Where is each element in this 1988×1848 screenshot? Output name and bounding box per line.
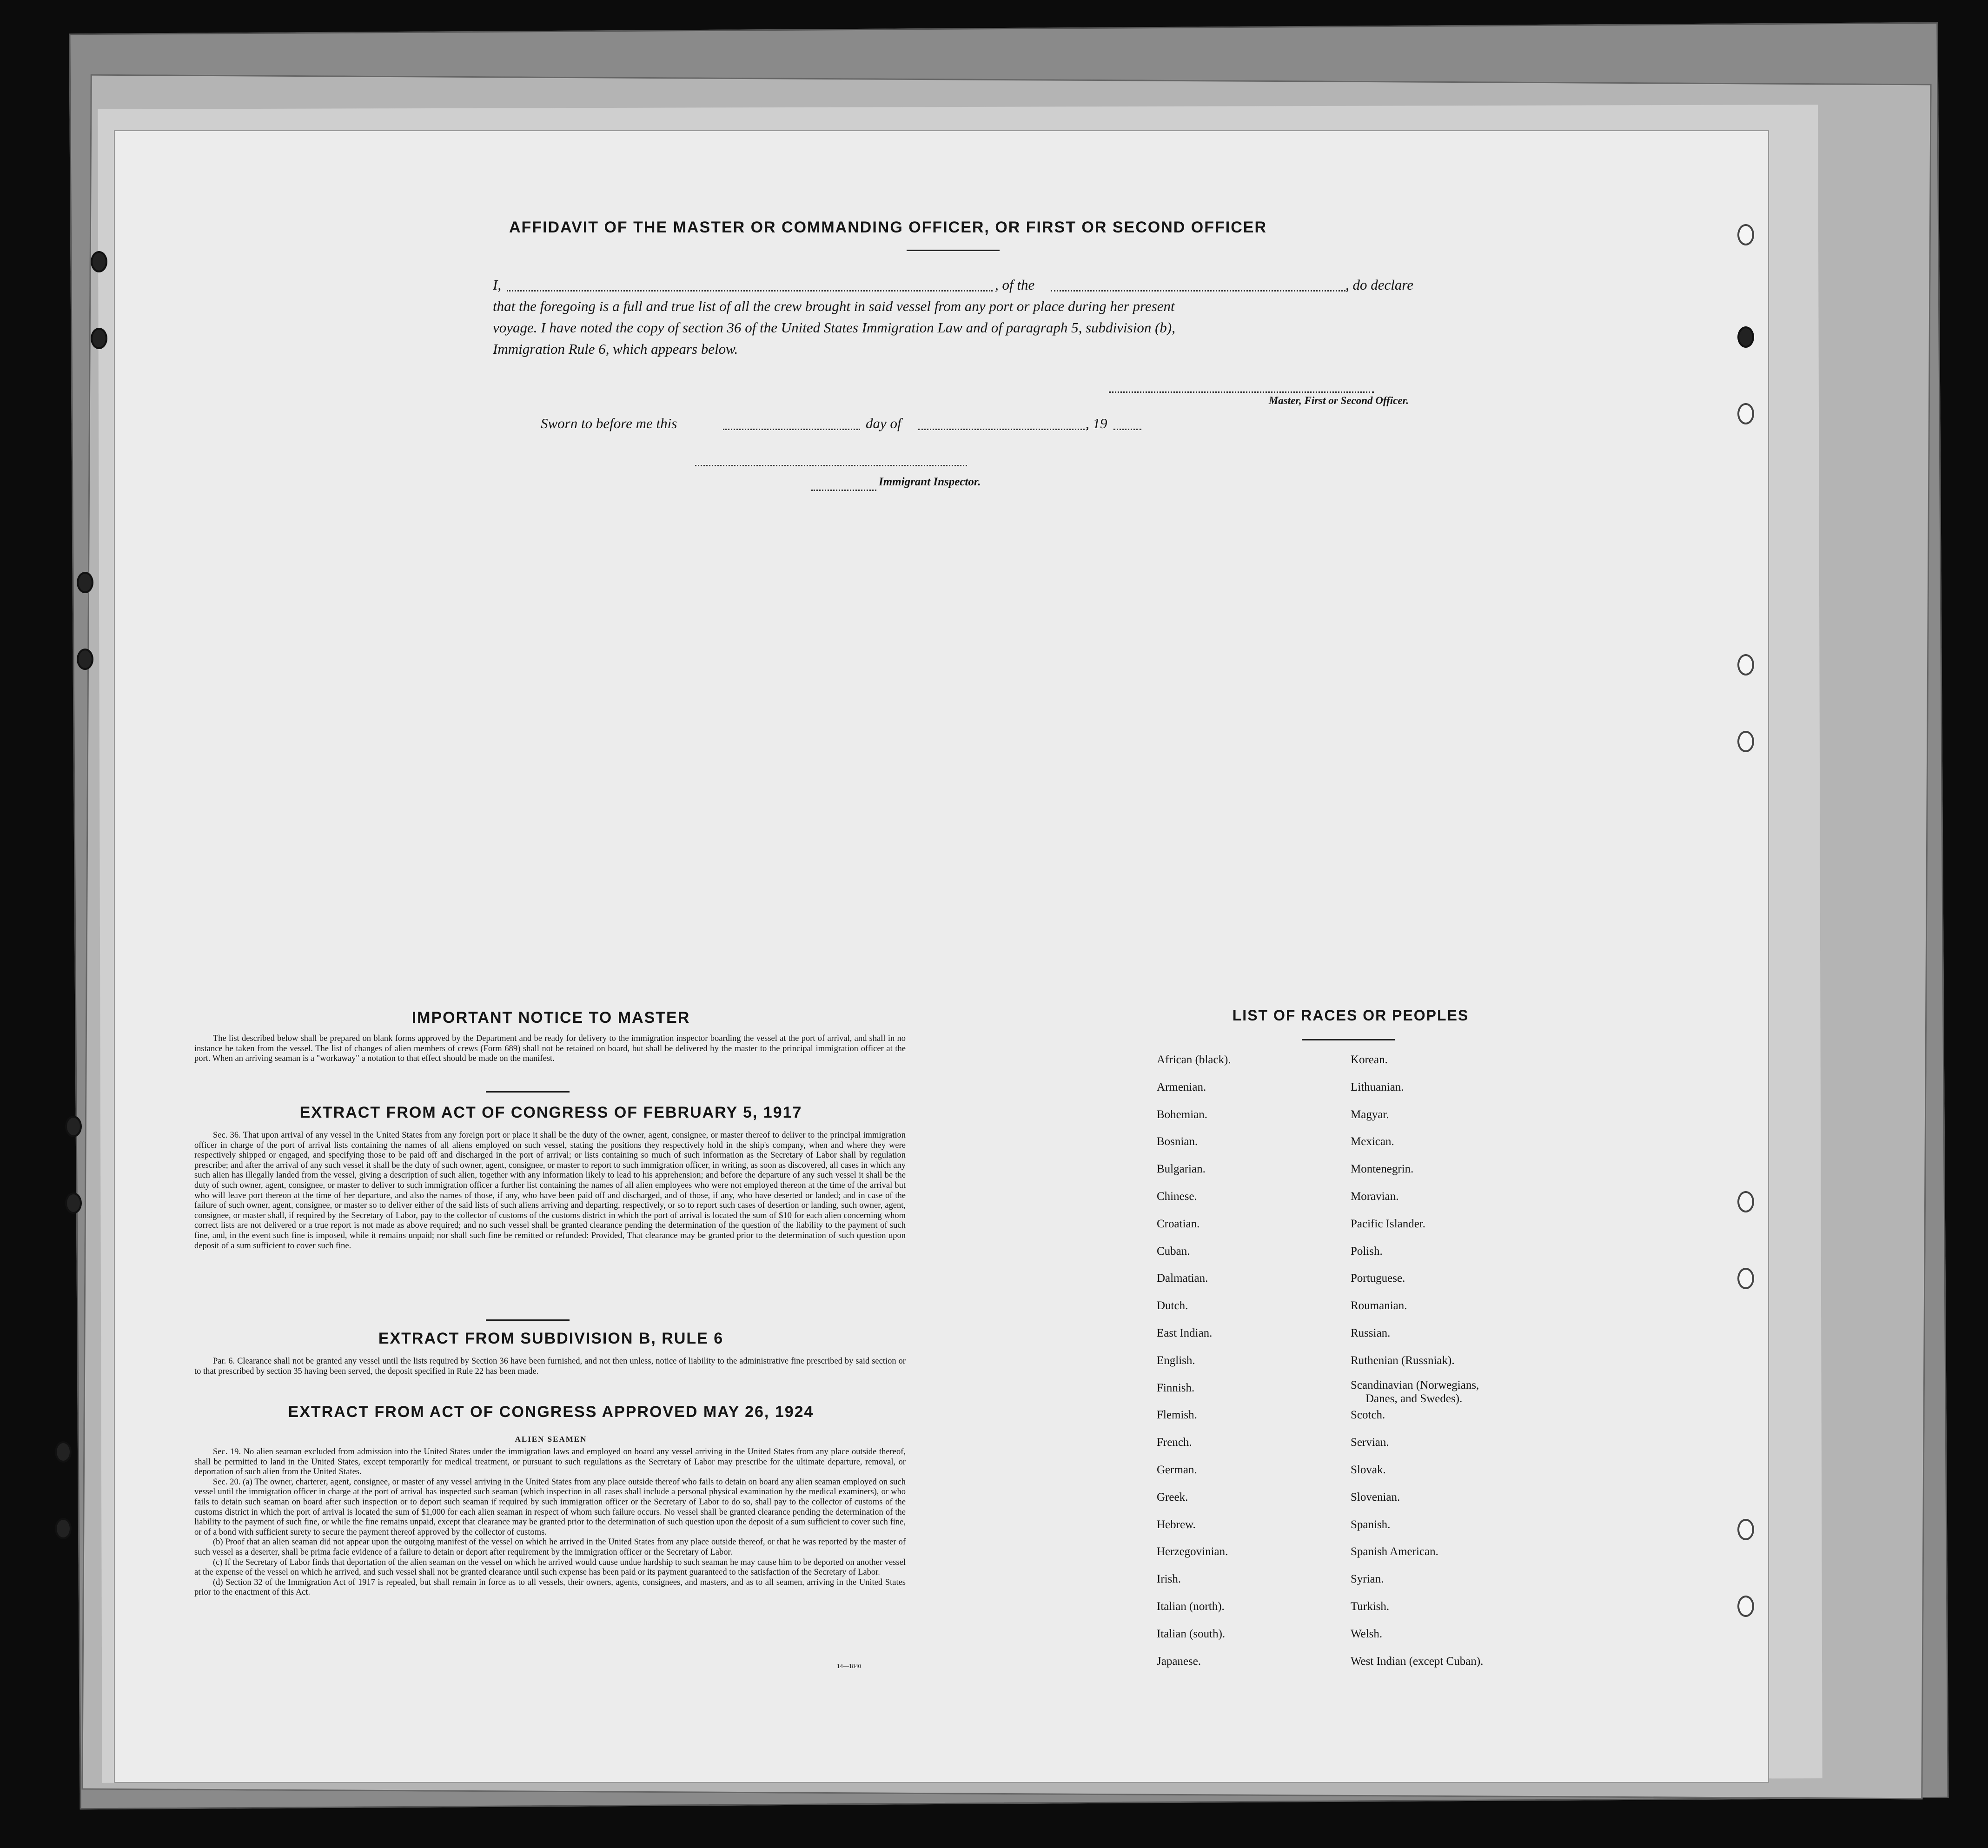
- race-item-multiline: [1351, 1375, 1483, 1405]
- race-item: Italian (south).: [1157, 1627, 1226, 1640]
- punch-hole: [1737, 654, 1754, 676]
- punch-hole: [1737, 403, 1754, 424]
- punch-hole: [91, 251, 107, 272]
- sworn-year-blank[interactable]: [1113, 429, 1141, 430]
- section-divider: [486, 1319, 570, 1321]
- punch-hole: [1737, 1268, 1754, 1289]
- alien-seamen-subtitle: ALIEN SEAMEN: [515, 1435, 587, 1444]
- races-title: LIST OF RACES OR PEOPLES: [1232, 1007, 1469, 1024]
- extract-1917-text: Sec. 36. That upon arrival of any vessel in the United States from any foreign port or place it shall be the duty of the owner, agent, consignee, or master thereof to deliver to the principal immigration officer in charge of the port of arrival lists containing the names of all aliens employed on such vessel, stating the positions they respectively hold in the ship's company, when and where they were respectively shipped or engaged, and specifying those to be paid off and discharged in the port of arrival; or lists containing so much of such information as the Secretary of Labor shall by regulation prescribe; and after the arrival of any such vessel it shall be the duty of such owner, agent, consignee, or master to report to such immigration officer, in writing, as soon as discovered, all cases in which any such alien has illegally landed from the vessel, giving a description of such alien, together with any information likely to lead to his apprehension; and before the departure of any such vessel it shall be the duty of such owner, agent, consignee, or master to deliver to such immigration officer a further list containing the names of all alien employees who were not employed thereon at the time of the arrival but who will leave port thereon at the time of her departure, and also the names of those, if any, who have been paid off and discharged, and of those, if any, who have deserted or landed; and in case of the failure of such owner, agent, consignee, or master so to deliver either of the said lists of such aliens arriving and departing, respectively, or so to report such cases of desertion or landing, such owner, agent, consignee, or master shall, if required by the Secretary of Labor, pay to the collector of customs of the customs district in which the port of arrival is located the sum of $10 for each alien concerning whom correct lists are not delivered or a true report is not made as above required; and no such vessel shall be granted clearance pending the determination of the question of the liability to the payment of such fine, and, in the event such fine is imposed, while it remains unpaid; nor shall such fine be remitted or refunded: Provided, That clearance may be granted prior to the determination of such question upon deposit of a sum sufficient to cover such fine.: [194, 1131, 906, 1251]
- inspector-signature-line[interactable]: [695, 465, 967, 466]
- race-item: Spanish American.: [1351, 1545, 1438, 1558]
- extract-1924-paragraph: Sec. 20. (a) The owner, charterer, agent, consignee, or master of any vessel arriving in the United States from any place outside thereof who fails to detain on board any alien seaman employed on such vessel until the immigration officer in charge at the port of arrival has inspected such seaman (which inspection in all cases shall include a personal physical examination by the medical examiners), or who fails to detain such seaman on board after such inspection or to deport such seaman if required by such immigration officer or the Secretary of Labor to do so, shall pay to the collector of customs of the customs district in which the port of arrival is located the sum of $1,000 for each alien seaman in respect of whom such failure occurs. No vessel shall be granted clearance pending the determination of the liability to the payment of such fine, or while the fine remains unpaid, except that clearance may be granted prior to the determination of such question upon the deposit of a sum sufficient to cover such fine, or of a bond with sufficient surety to secure the payment thereof approved by the collector of customs.: [194, 1477, 906, 1537]
- race-item: East Indian.: [1157, 1326, 1213, 1339]
- inspector-label: Immigrant Inspector.: [879, 476, 981, 488]
- race-item: Bosnian.: [1157, 1135, 1198, 1148]
- race-item: German.: [1157, 1463, 1197, 1476]
- extract-1924-paragraph: (c) If the Secretary of Labor finds that deportation of the alien seaman on the vessel on which he arrived would cause undue hardship to such seaman he may cause him to be deported on another vessel at the expense of the vessel on which he arrived, and such vessel shall not be granted clearance until such expense has been paid or its payment guaranteed to the satisfaction of the Secretary of Labor.: [194, 1557, 906, 1577]
- punch-hole: [1737, 326, 1754, 348]
- vessel-name-blank[interactable]: [1051, 290, 1348, 291]
- race-item: Moravian.: [1351, 1190, 1399, 1203]
- extract-1924-paragraph: (d) Section 32 of the Immigration Act of 1917 is repealed, but shall remain in force as to all vessels, their owners, agents, consignees, and masters, and as to all seamen, arriving in the United States prior to the enactment of this Act.: [194, 1577, 906, 1597]
- punch-hole: [1737, 224, 1754, 245]
- race-item: Korean.: [1351, 1053, 1388, 1066]
- race-item: Russian.: [1351, 1326, 1391, 1339]
- punch-hole: [77, 572, 93, 593]
- race-item: Greek.: [1157, 1490, 1188, 1504]
- declaration-line-1: [493, 274, 1413, 296]
- declaration-of-the: , of the: [995, 277, 1035, 293]
- race-item: Hebrew.: [1157, 1518, 1196, 1531]
- race-item: Japanese.: [1157, 1655, 1201, 1668]
- race-item: Scandinavian (Norwegians,: [1351, 1378, 1479, 1391]
- notice-text: The list described below shall be prepared on blank forms approved by the Department and be ready for delivery to the immigration inspector boarding the vessel at the port of arrival, and shall in no instance be taken from the vessel. The list of changes of alien members of crews (Form 689) shall not be retained on board, but shall be delivered by the master to the principal immigration officer at the port. When an arriving seaman is a "workaway" a notation to that effect should be made on the manifest.: [194, 1034, 906, 1064]
- punch-hole: [55, 1441, 72, 1463]
- inspector-dash: [811, 490, 876, 491]
- race-item: Syrian.: [1351, 1573, 1384, 1586]
- extract-1924-title: EXTRACT FROM ACT OF CONGRESS APPROVED MAY 26, 1924: [288, 1403, 814, 1421]
- punch-hole: [91, 328, 107, 349]
- extract-rule6-text: Par. 6. Clearance shall not be granted any vessel until the lists required by Section 36 have been furnished, and not then unless, notice of liability to the administrative fine prescribed by said section or to that prescribed by section 35 having been served, the deposit specified in Rule 22 has been made.: [194, 1357, 906, 1376]
- race-item: Mexican.: [1351, 1135, 1394, 1148]
- race-item: French.: [1157, 1436, 1192, 1449]
- race-item: West Indian (except Cuban).: [1351, 1655, 1484, 1668]
- extract-rule6-title: EXTRACT FROM SUBDIVISION B, RULE 6: [378, 1330, 724, 1347]
- section-divider: [486, 1091, 570, 1093]
- punch-hole: [65, 1192, 82, 1214]
- master-signature-label: Master, First or Second Officer.: [1268, 395, 1409, 406]
- punch-hole: [1737, 731, 1754, 752]
- declaration-line-3: voyage. I have noted the copy of section 36 of the United States Immigration Law and of paragraph 5, subdivision (b),: [493, 319, 1175, 336]
- sworn-day-blank[interactable]: [723, 429, 860, 430]
- race-item: Chinese.: [1157, 1190, 1197, 1203]
- race-item: Dalmatian.: [1157, 1272, 1208, 1285]
- race-item: Italian (north).: [1157, 1600, 1225, 1613]
- day-of-text: day of: [866, 415, 901, 431]
- race-item: Turkish.: [1351, 1600, 1390, 1613]
- master-signature-line[interactable]: [1109, 391, 1374, 393]
- race-item: African (black).: [1157, 1053, 1231, 1066]
- race-item: Flemish.: [1157, 1409, 1197, 1422]
- race-item: Slovak.: [1351, 1463, 1386, 1476]
- race-item: Montenegrin.: [1351, 1163, 1414, 1176]
- punch-hole: [55, 1518, 72, 1539]
- title-divider: [907, 250, 1000, 251]
- race-item: Portuguese.: [1351, 1272, 1405, 1285]
- race-item: Spanish.: [1351, 1518, 1391, 1531]
- race-item: English.: [1157, 1354, 1195, 1367]
- races-column-right: [1351, 1047, 1483, 1675]
- races-column-left: [1157, 1047, 1231, 1675]
- master-name-blank[interactable]: [507, 290, 993, 291]
- affidavit-declaration: [493, 274, 1413, 360]
- sworn-before-text: Sworn to before me this: [541, 415, 677, 431]
- race-item: Polish.: [1351, 1245, 1383, 1258]
- declaration-line-4: Immigration Rule 6, which appears below.: [493, 341, 738, 357]
- race-item: Slovenian.: [1351, 1490, 1400, 1504]
- punch-hole: [1737, 1596, 1754, 1617]
- extract-1924-paragraph: (b) Proof that an alien seaman did not appear upon the outgoing manifest of the vessel on which he arrived in the United States from any place outside thereof, or that he was reported by the master of such vessel as a deserter, shall be prima facie evidence of a failure to detain or deport after requirement by the immigration officer or the Secretary of Labor.: [194, 1537, 906, 1557]
- race-item: Armenian.: [1157, 1080, 1206, 1093]
- race-item: Herzegovinian.: [1157, 1545, 1228, 1558]
- extract-1924-text: [194, 1447, 906, 1598]
- declaration-i: I,: [493, 277, 502, 293]
- declaration-line-2: that the foregoing is a full and true list of all the crew brought in said vessel from any port or place during her present: [493, 298, 1175, 314]
- race-item: Finnish.: [1157, 1381, 1195, 1394]
- race-item: Roumanian.: [1351, 1299, 1407, 1312]
- race-item: Croatian.: [1157, 1217, 1200, 1230]
- notice-title: IMPORTANT NOTICE TO MASTER: [411, 1009, 690, 1027]
- punch-hole: [1737, 1519, 1754, 1540]
- sworn-month-blank[interactable]: [918, 429, 1088, 430]
- race-item: Servian.: [1351, 1436, 1389, 1449]
- race-item: Cuban.: [1157, 1245, 1190, 1258]
- extract-1924-paragraph: Sec. 19. No alien seaman excluded from admission into the United States under the immigration laws and employed on board any vessel arriving in the United States from any place outside thereof, shall be permitted to land in the United States, except temporarily for medical treatment, or pursuant to such regulations as the Secretary of Labor may prescribe for the ultimate departure, removal, or deportation of such alien from the United States.: [194, 1447, 906, 1477]
- punch-hole: [65, 1116, 82, 1137]
- race-item: Welsh.: [1351, 1627, 1383, 1640]
- races-divider: [1302, 1039, 1395, 1040]
- year-prefix-text: , 19: [1086, 415, 1107, 431]
- punch-hole: [1737, 1191, 1754, 1212]
- race-item: Bohemian.: [1157, 1108, 1208, 1121]
- punch-hole: [77, 649, 93, 670]
- race-item: Danes, and Swedes).: [1365, 1392, 1463, 1405]
- race-item: Pacific Islander.: [1351, 1217, 1426, 1230]
- race-item: Ruthenian (Russniak).: [1351, 1354, 1455, 1367]
- affidavit-title: AFFIDAVIT OF THE MASTER OR COMMANDING OFFICER, OR FIRST OR SECOND OFFICER: [509, 219, 1267, 236]
- race-item: Lithuanian.: [1351, 1080, 1404, 1093]
- form-number: 14—1840: [837, 1663, 861, 1669]
- extract-1917-title: EXTRACT FROM ACT OF CONGRESS OF FEBRUARY 5, 1917: [299, 1104, 802, 1121]
- race-item: Dutch.: [1157, 1299, 1188, 1312]
- declaration-do-declare: , do declare: [1345, 277, 1413, 293]
- race-item: Magyar.: [1351, 1108, 1389, 1121]
- race-item: Irish.: [1157, 1573, 1181, 1586]
- race-item: Scotch.: [1351, 1409, 1385, 1422]
- race-item: Bulgarian.: [1157, 1163, 1206, 1176]
